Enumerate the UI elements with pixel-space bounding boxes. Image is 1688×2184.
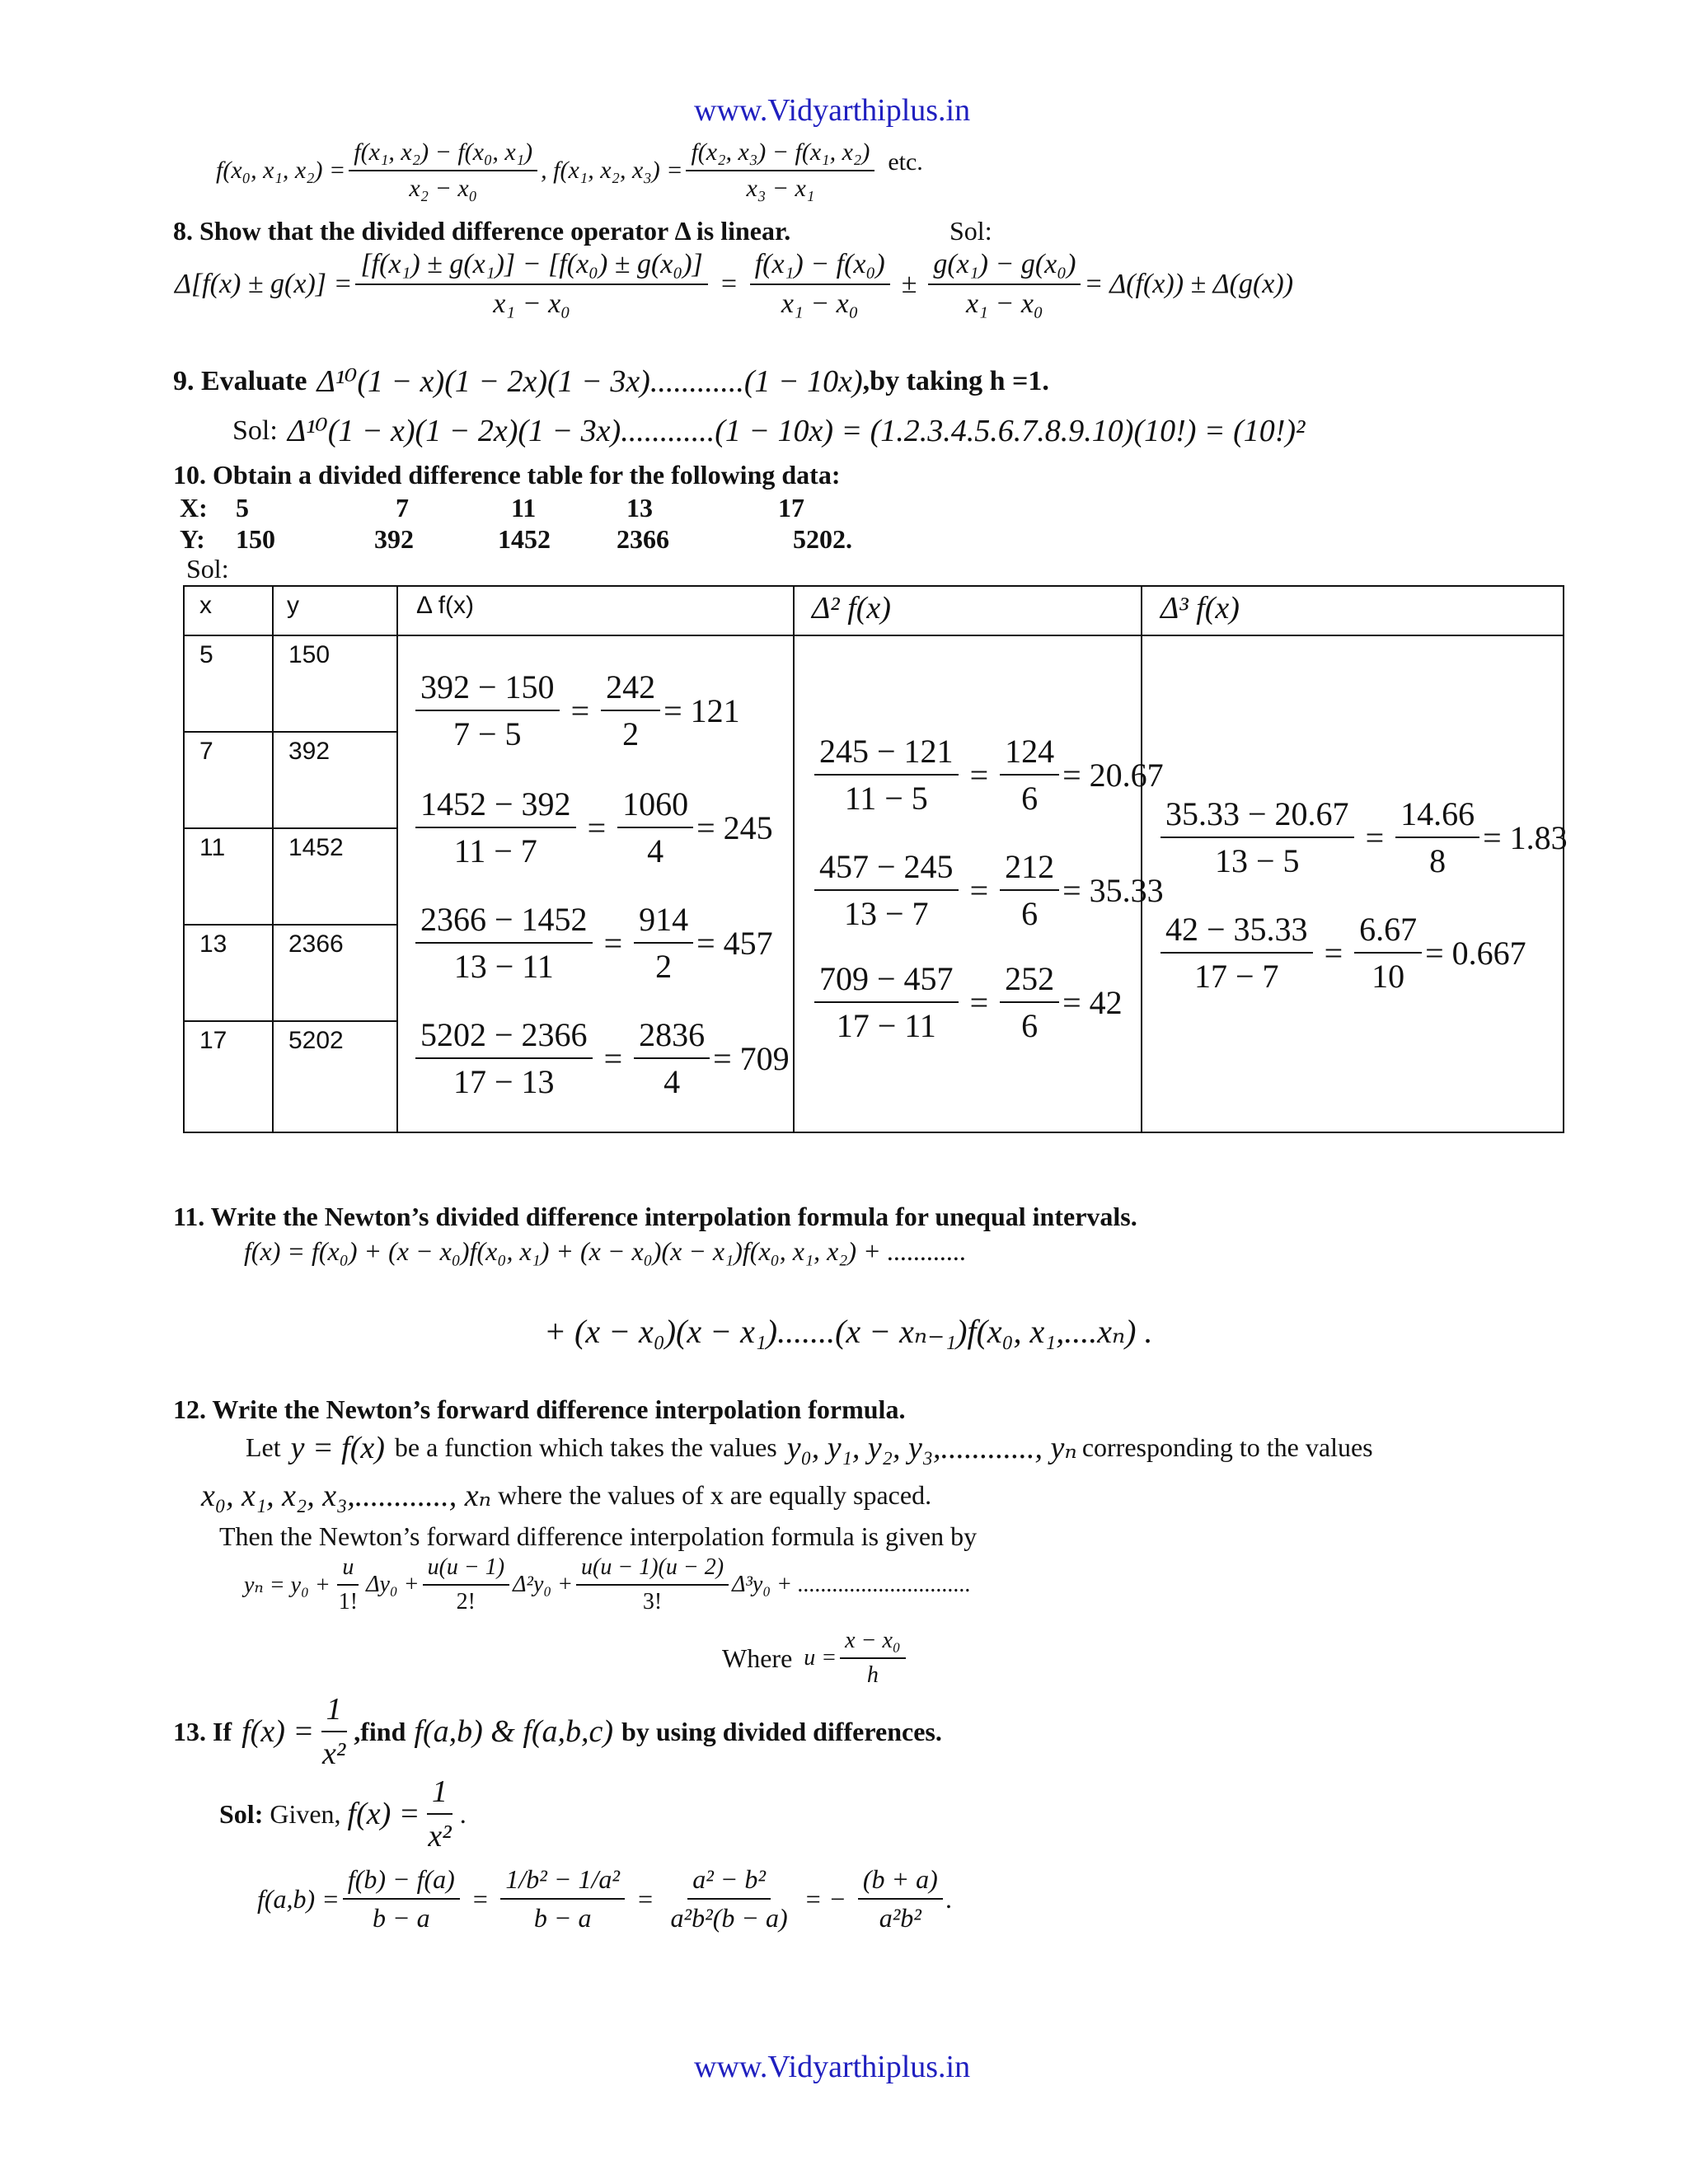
second-difference-entry: $\frac{709 - 457}{17 - 11}$ = $\frac{252}{6}$ = 42 xyxy=(811,959,1123,1045)
first-difference-entry: $\frac{392 - 150}{7 - 5}$ = $\frac{242}{2}$ = 121 xyxy=(412,668,740,753)
q12-line2: x₀, x₁, x₂, x₃,............, xₙ where the values of x are equally spaced. xyxy=(201,1479,932,1513)
q12-title: 12. Write the Newton’s forward difference interpolation formula. xyxy=(173,1394,906,1424)
q12-line3: Then the Newton’s forward difference interpolation formula is given by xyxy=(219,1521,978,1551)
q11-formula-line1: f(x) = f(x₀) + (x − x₀)f(x₀, x₁) + (x − x₀)(x − x₁)f(x₀, x₁, x₂) + ............ xyxy=(244,1236,967,1266)
table-cell-y: 1452 xyxy=(288,834,344,861)
y-value: 5202. xyxy=(793,524,852,554)
q13-title: 13. If f(x) = $\frac{1}{\text{x²}}$ ,find f(a,b) & f(a,b,c) by using divided differences. xyxy=(173,1692,942,1771)
second-difference-entry: $\frac{245 - 121}{11 - 5}$ = $\frac{124}{6}$ = 20.67 xyxy=(811,732,1164,818)
q11-title: 11. Write the Newton’s divided difference interpolation formula for unequal intervals. xyxy=(173,1202,1137,1231)
table-cell-x: 5 xyxy=(199,641,213,668)
x-value: 13 xyxy=(626,493,653,523)
q12-formula: yₙ = y₀ + $\frac{u}{1!}$ Δy₀ + $\frac{u(u - 1)}{2!}$ Δ²y₀ + $\frac{u(u - 1)(u - 2)}{3!}$ Δ³y₀ + .............................. xyxy=(244,1554,971,1615)
q12-where: Where u = $\frac{\text{x − x₀}}{h}$ xyxy=(722,1628,909,1689)
table-cell-x: 7 xyxy=(199,738,213,765)
y-value: 1452 xyxy=(498,524,551,554)
y-value: 2366 xyxy=(617,524,669,554)
table-cell-y: 5202 xyxy=(288,1027,344,1054)
q10-y-label: Y: xyxy=(180,524,205,554)
first-difference-entry: $\frac{2366 - 1452}{13 - 11}$ = $\frac{914}{2}$ = 457 xyxy=(412,900,773,986)
table-cell-y: 2366 xyxy=(288,930,344,958)
table-cell-x: 13 xyxy=(199,930,227,958)
q13-fab-formula: f(a,b) = $\frac{f(b) - f(a)}{b - a}$ = $\frac{\text{1/b² − 1/a²}}{b - a}$ = $\frac{\text{a² − b²}}{\text{a²b²(b − a)}}$ = − $\frac{(b + a)}{\text{a²b²}}$ . xyxy=(257,1864,953,1933)
q12-line1: Let y = f(x) be a function which takes the values y₀, y₁, y₂, y₃,............, yₙ corresponding to the values xyxy=(246,1430,1373,1465)
table-header-y: y xyxy=(287,592,299,619)
site-footer-link[interactable]: www.Vidyarthiplus.in xyxy=(694,2050,971,2084)
table-cell-y: 392 xyxy=(288,738,331,765)
q8-fraction-1: $\frac{\text{[f(x₁) ± g(x₁)] − [f(x₀) ± g(x₀)]}}{\text{x₁ − x₀}}$ xyxy=(355,249,707,320)
q8-formula: Δ[f(x) ± g(x)] = $\frac{\text{[f(x₁) ± g(x₁)] − [f(x₀) ± g(x₀)]}}{\text{x₁ − x₀}}$ = $\frac{\text{f(x₁) − f(x₀)}}{\text{x₁ − x₀}}$ ± $\frac{\text{g(x₁) − g(x₀)}}{\text{x₁ − x₀}}$ = Δ(f(x)) ± Δ(g(x)) xyxy=(175,249,1294,319)
q10-x-label: X: xyxy=(180,493,208,523)
x-value: 5 xyxy=(236,493,249,523)
q8-sol-label: Sol: xyxy=(950,216,992,246)
q11-formula-line2: + (x − x₀)(x − x₁).......(x − xₙ₋₁)f(x₀, x₁,....xₙ) . xyxy=(544,1313,1153,1350)
q13-solution-given: Sol: Given, f(x) = $\frac{1}{\text{x²}}$ . xyxy=(219,1774,467,1854)
third-difference-entry: $\frac{35.33 - 20.67}{13 - 5}$ = $\frac{14.66}{8}$ = 1.83 xyxy=(1157,794,1568,880)
first-difference-entry: $\frac{1452 - 392}{11 - 7}$ = $\frac{1060}{4}$ = 245 xyxy=(412,785,773,870)
table-cell-y: 150 xyxy=(288,641,331,668)
y-value: 392 xyxy=(374,524,414,554)
second-difference-entry: $\frac{457 - 245}{13 - 7}$ = $\frac{212}{6}$ = 35.33 xyxy=(811,847,1164,933)
first-difference-entry: $\frac{5202 - 2366}{17 - 13}$ = $\frac{2836}{4}$ = 709 xyxy=(412,1015,790,1101)
q10-sol-label: Sol: xyxy=(186,554,229,583)
third-difference-entry: $\frac{42 - 35.33}{17 - 7}$ = $\frac{6.67}{10}$ = 0.667 xyxy=(1157,910,1526,996)
q8-fraction-2: $\frac{\text{f(x₁) − f(x₀)}}{\text{x₁ − x₀}}$ xyxy=(750,249,890,320)
x-value: 7 xyxy=(396,493,409,523)
table-cell-x: 17 xyxy=(199,1027,227,1054)
intro-formula xyxy=(216,138,923,203)
q8-title: 8. Show that the divided difference operator Δ is linear. xyxy=(173,216,791,246)
intro-fraction-2: $\frac{\text{f(x₂, x₃) − f(x₁, x₂)}}{\text{x₃ − x₁}}$ xyxy=(686,138,874,203)
table-header-x: x xyxy=(199,592,212,619)
q8-fraction-3: $\frac{\text{g(x₁) − g(x₀)}}{\text{x₁ − x₀}}$ xyxy=(928,249,1081,320)
table-cell-x: 11 xyxy=(199,834,226,861)
intro-lhs1: f(x₀, x₁, x₂) = xyxy=(216,157,346,184)
site-header-link[interactable]: www.Vidyarthiplus.in xyxy=(694,93,971,128)
x-value: 11 xyxy=(511,493,537,523)
q10-title: 10. Obtain a divided difference table for the following data: xyxy=(173,460,841,490)
table-header-d1: Δ f(x) xyxy=(416,592,475,619)
intro-lhs2: , f(x₁, x₂, x₃) = xyxy=(541,157,683,184)
intro-fraction-1: $\frac{\text{f(x₁, x₂) − f(x₀, x₁)}}{\text{x₂ − x₀}}$ xyxy=(349,138,537,203)
y-value: 150 xyxy=(236,524,275,554)
q9-title: 9. Evaluate Δ¹⁰(1 − x)(1 − 2x)(1 − 3x)............(1 − 10x) ,by taking h =1. xyxy=(173,364,1049,399)
table-header-d2: Δ² f(x) xyxy=(812,591,891,626)
q9-solution: Sol: Δ¹⁰(1 − x)(1 − 2x)(1 − 3x)............(1 − 10x) = (1.2.3.4.5.6.7.8.9.10)(10!) = (10!)² xyxy=(232,414,1306,448)
intro-etc: etc. xyxy=(888,148,923,176)
table-header-d3: Δ³ f(x) xyxy=(1160,591,1240,626)
x-value: 17 xyxy=(778,493,804,523)
